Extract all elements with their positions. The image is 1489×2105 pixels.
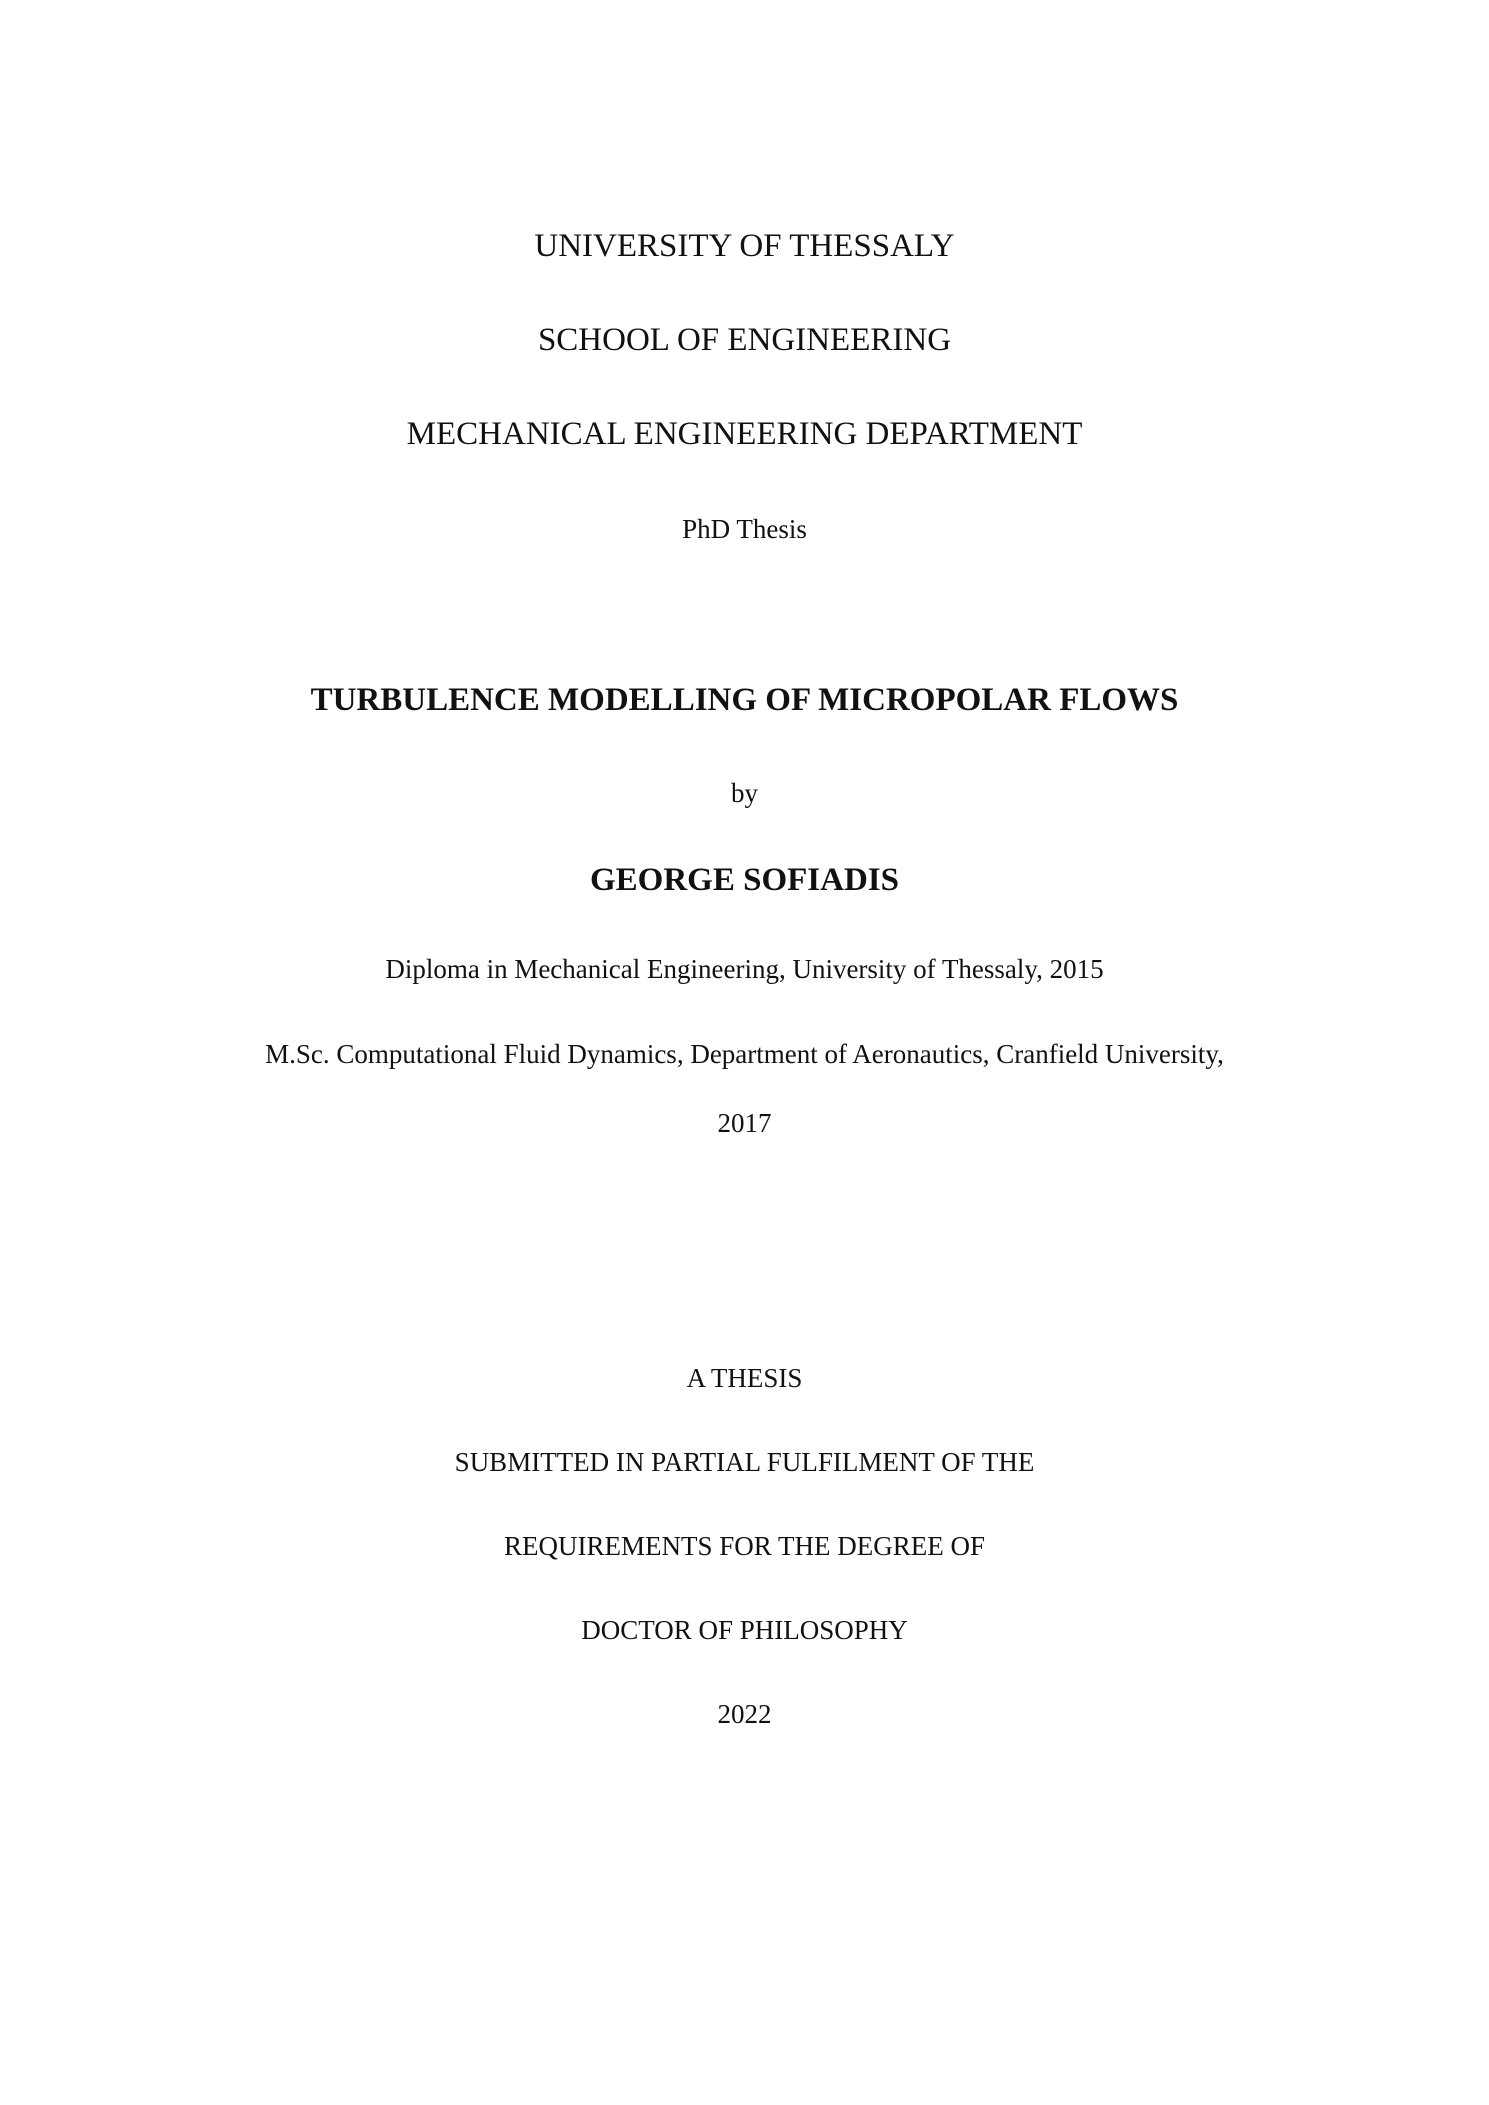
submission-line1: SUBMITTED IN PARTIAL FULFILMENT OF THE xyxy=(454,1447,1035,1477)
school-name: SCHOOL OF ENGINEERING xyxy=(537,322,952,358)
diploma-credential: Diploma in Mechanical Engineering, University of Thessaly, 2015 xyxy=(385,954,1104,984)
submission-line3: DOCTOR OF PHILOSOPHY xyxy=(581,1615,908,1645)
submission-line2: REQUIREMENTS FOR THE DEGREE OF xyxy=(503,1531,986,1561)
submission-year: 2022 xyxy=(717,1699,772,1729)
author-name: GEORGE SOFIADIS xyxy=(590,862,899,898)
thesis-title: TURBULENCE MODELLING OF MICROPOLAR FLOWS xyxy=(310,682,1179,718)
msc-credential-line1: M.Sc. Computational Fluid Dynamics, Department of Aeronautics, Cranfield University, xyxy=(265,1039,1224,1069)
department-name: MECHANICAL ENGINEERING DEPARTMENT xyxy=(406,416,1083,452)
submission-heading: A THESIS xyxy=(686,1363,803,1393)
by-label: by xyxy=(731,778,758,808)
university-name: UNIVERSITY OF THESSALY xyxy=(534,228,955,264)
document-type: PhD Thesis xyxy=(682,514,807,544)
msc-credential-line2: 2017 xyxy=(717,1108,772,1138)
